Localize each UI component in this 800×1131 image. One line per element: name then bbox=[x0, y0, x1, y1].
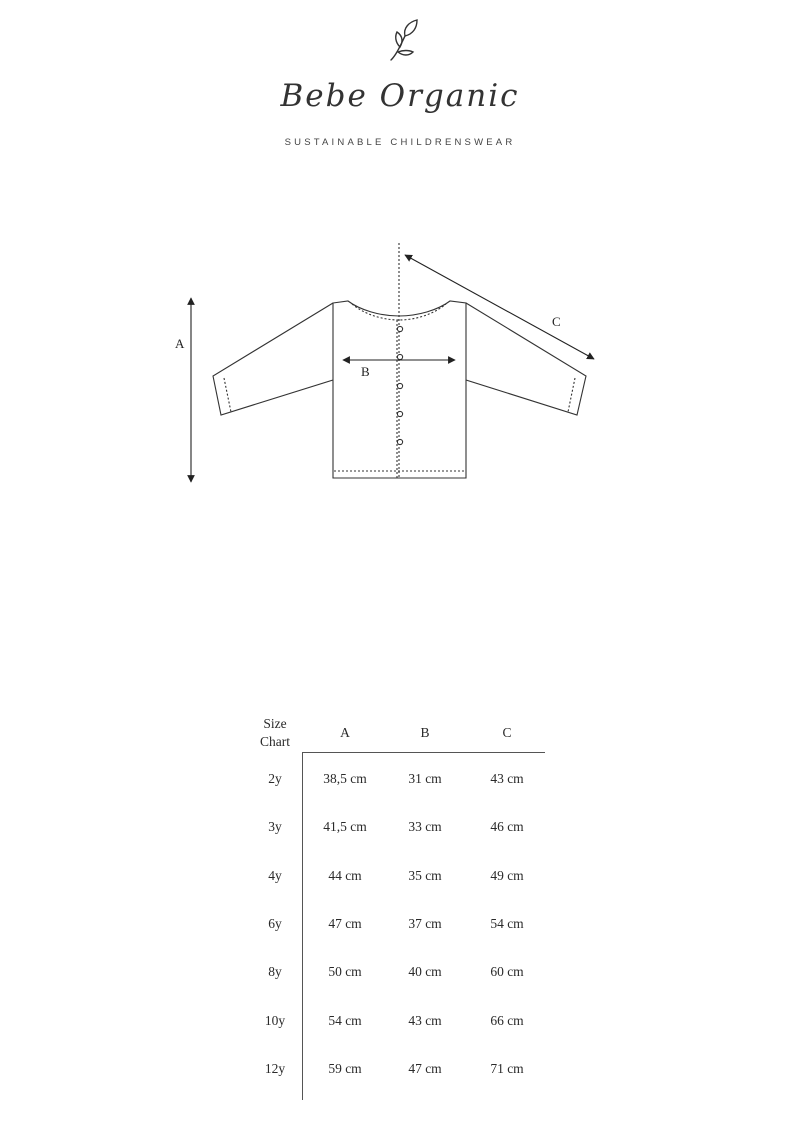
garment-diagram bbox=[0, 230, 800, 500]
column-header-a: A bbox=[340, 725, 350, 740]
measurement-b: 33 cm bbox=[408, 819, 442, 835]
measurement-b: 40 cm bbox=[408, 964, 442, 980]
button-row bbox=[397, 326, 402, 444]
table-divider-horizontal bbox=[302, 752, 545, 753]
size-label: 3y bbox=[268, 819, 282, 835]
button bbox=[397, 439, 402, 444]
size-label: 10y bbox=[264, 1012, 286, 1028]
size-label: 8y bbox=[268, 964, 282, 980]
measurement-c: 49 cm bbox=[490, 867, 524, 883]
measurement-c: 60 cm bbox=[490, 964, 524, 980]
measurement-a: 50 cm bbox=[328, 964, 362, 980]
dimension-b-label: B bbox=[361, 364, 370, 379]
measurement-a: 47 cm bbox=[328, 915, 362, 931]
measurement-c: 66 cm bbox=[490, 1012, 524, 1028]
button bbox=[397, 354, 402, 359]
measurement-a: 41,5 cm bbox=[323, 819, 367, 835]
measurement-b: 37 cm bbox=[408, 915, 442, 931]
size-chart-title-line2: Chart bbox=[260, 734, 290, 749]
size-label: 12y bbox=[264, 1060, 286, 1076]
button bbox=[397, 326, 402, 331]
column-header-c: C bbox=[502, 725, 512, 740]
measurement-a: 59 cm bbox=[328, 1060, 362, 1076]
size-chart-title-line1: Size bbox=[263, 716, 287, 731]
brand-tagline: SUSTAINABLE CHILDRENSWEAR bbox=[284, 137, 516, 148]
measurement-b: 43 cm bbox=[408, 1012, 442, 1028]
measurement-a: 54 cm bbox=[328, 1012, 362, 1028]
measurement-a: 44 cm bbox=[328, 867, 362, 883]
left-sleeve bbox=[213, 303, 333, 415]
dimension-c-arrow bbox=[405, 255, 594, 359]
size-label: 4y bbox=[268, 867, 282, 883]
measurement-a: 38,5 cm bbox=[323, 771, 367, 786]
dimension-a-label: A bbox=[175, 336, 185, 351]
leaf-logo-icon bbox=[383, 14, 423, 64]
measurement-c: 46 cm bbox=[490, 819, 524, 835]
brand-name: Bebe Organic bbox=[280, 78, 520, 114]
measurement-b: 31 cm bbox=[408, 771, 442, 786]
button bbox=[397, 383, 402, 388]
measurement-b: 47 cm bbox=[408, 1060, 442, 1076]
size-label: 6y bbox=[268, 915, 282, 931]
button bbox=[397, 411, 402, 416]
size-label: 2y bbox=[268, 771, 282, 786]
size-chart-title bbox=[246, 715, 304, 751]
column-header-b: B bbox=[420, 725, 430, 740]
measurement-b: 35 cm bbox=[408, 867, 442, 883]
dimension-c-label: C bbox=[552, 314, 561, 329]
measurement-c: 54 cm bbox=[490, 915, 524, 931]
measurement-c: 71 cm bbox=[490, 1060, 524, 1076]
measurement-c: 43 cm bbox=[490, 771, 524, 786]
right-sleeve bbox=[466, 303, 586, 415]
